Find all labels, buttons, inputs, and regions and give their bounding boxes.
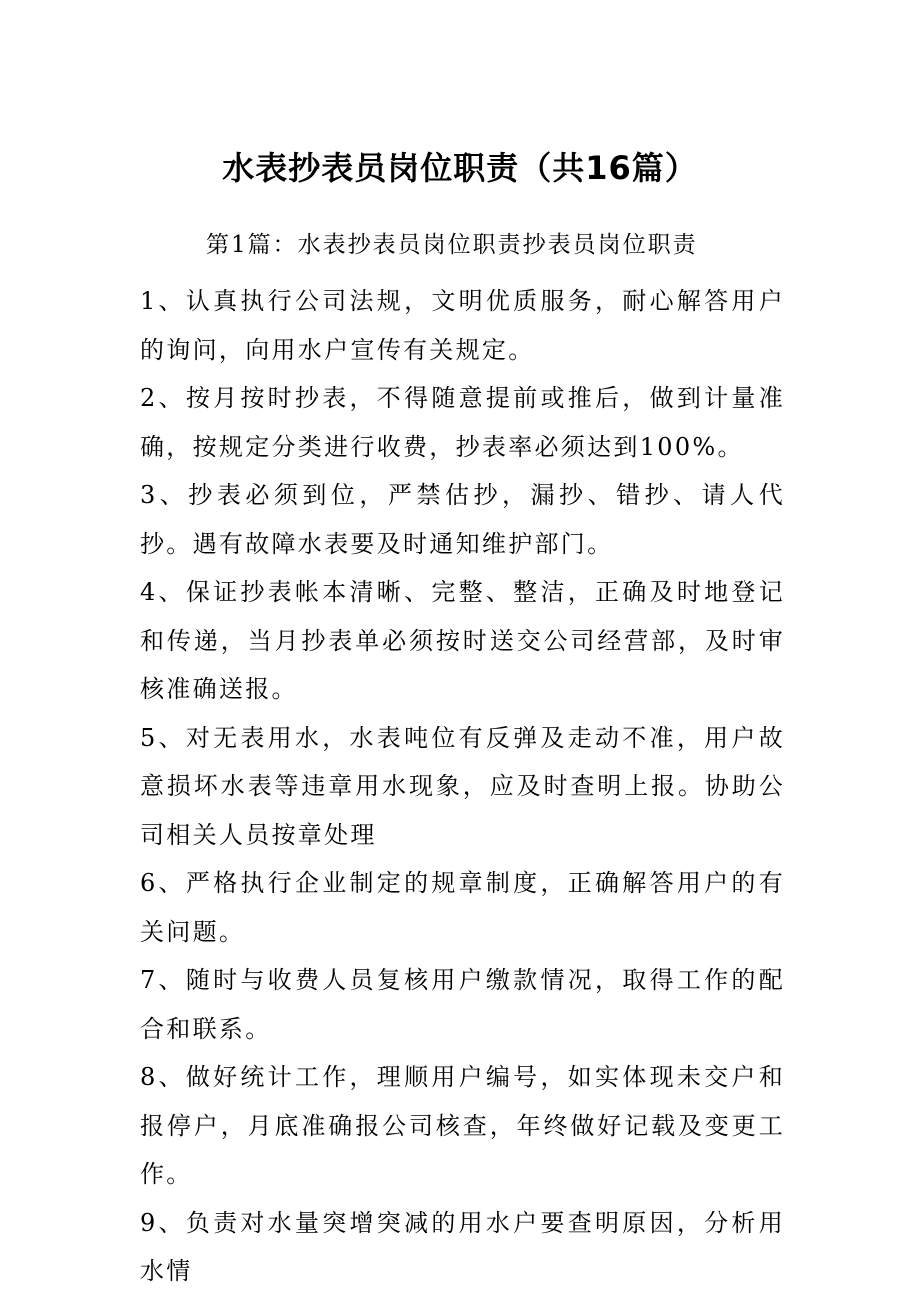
paragraph-7: 7、随时与收费人员复核用户缴款情况，取得工作的配合和联系。 [140, 966, 785, 1043]
paragraph-9: 9、负责对水量突增突减的用水户要查明原因，分析用水情 [140, 1208, 785, 1285]
paragraph-1: 1、认真执行公司法规，文明优质服务，耐心解答用户的询问，向用水户宣传有关规定。 [140, 287, 785, 364]
paragraph-8: 8、做好统计工作，理顺用户编号，如实体现未交户和报停户，月底准确报公司核查，年终做好记载及变更工作。 [140, 1063, 785, 1188]
paragraph-4: 4、保证抄表帐本清晰、完整、整洁，正确及时地登记和传递，当月抄表单必须按时送交公司经营部，及时审核准确送报。 [140, 578, 785, 703]
document-title: 水表抄表员岗位职责（共16篇） [222, 149, 698, 187]
paragraph-6: 6、严格执行企业制定的规章制度，正确解答用户的有关问题。 [140, 869, 785, 946]
document-body [140, 277, 785, 1296]
paragraph-2: 2、按月按时抄表，不得随意提前或推后，做到计量准确，按规定分类进行收费，抄表率必须达到100%。 [140, 384, 785, 461]
paragraph-5: 5、对无表用水，水表吨位有反弹及走动不准，用户故意损坏水表等违章用水现象，应及时查明上报。协助公司相关人员按章处理 [140, 723, 785, 849]
paragraph-3: 3、抄表必须到位，严禁估抄，漏抄、错抄、请人代抄。遇有故障水表要及时通知维护部门。 [140, 481, 785, 558]
document-subtitle: 第1篇：水表抄表员岗位职责抄表员岗位职责 [206, 232, 698, 258]
